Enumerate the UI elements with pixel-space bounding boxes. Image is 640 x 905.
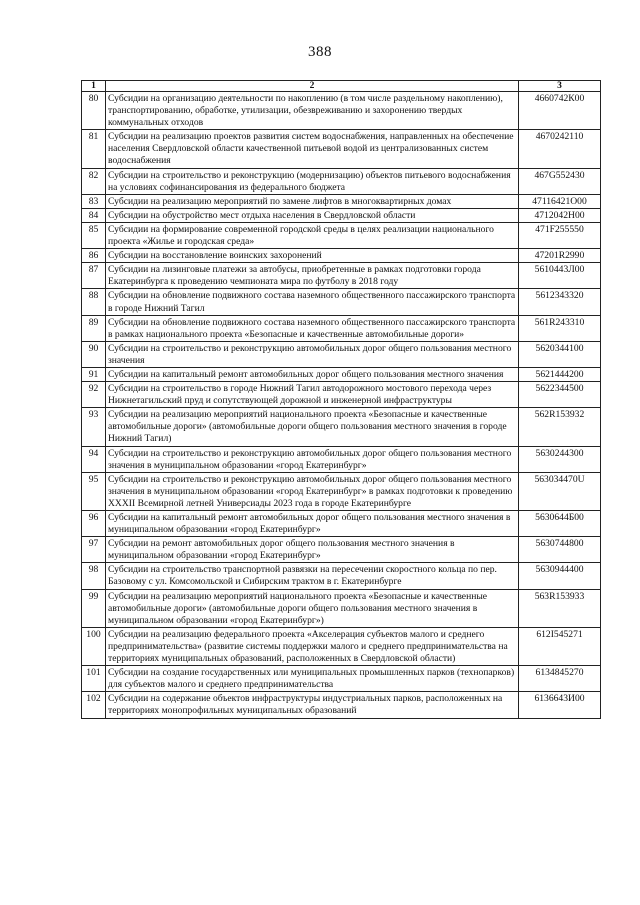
column-header-code: 3 (519, 81, 601, 92)
row-code: 47116421О00 (519, 194, 601, 208)
table-header-row (82, 81, 601, 92)
row-name: Субсидии на организацию деятельности по накоплению (в том числе раздельному накоплению), транспортированию, обработке, утилизации, обезвреживанию и захоронению твердых коммунальных отходов (106, 92, 519, 130)
row-code: 563034470U (519, 472, 601, 510)
row-number: 98 (82, 563, 106, 589)
row-code: 5610443Л00 (519, 263, 601, 289)
row-code: 5612343320 (519, 289, 601, 315)
row-number: 91 (82, 367, 106, 381)
row-number: 89 (82, 315, 106, 341)
row-code: 47201R2990 (519, 249, 601, 263)
row-number: 81 (82, 130, 106, 168)
row-code: 5621444200 (519, 367, 601, 381)
table-row (82, 472, 601, 510)
row-number: 102 (82, 692, 106, 718)
table-row (82, 289, 601, 315)
row-code: 5630244300 (519, 446, 601, 472)
table-row (82, 563, 601, 589)
row-name: Субсидии на формирование современной городской среды в целях реализации национального проекта «Жилье и городская среда» (106, 222, 519, 248)
row-number: 85 (82, 222, 106, 248)
table-row (82, 692, 601, 718)
table-row (82, 627, 601, 665)
row-name: Субсидии на капитальный ремонт автомобильных дорог общего пользования местного значения (106, 367, 519, 381)
row-name: Субсидии на ремонт автомобильных дорог общего пользования местного значения в муниципальном образовании «город Екатеринбург» (106, 537, 519, 563)
row-code: 612I545271 (519, 627, 601, 665)
table-body (82, 92, 601, 719)
row-code: 467G552430 (519, 168, 601, 194)
row-name: Субсидии на строительство и реконструкцию автомобильных дорог общего пользования местного значения в муниципальном образовании «город Екатеринбург» в рамках подготовки к проведению XXXII Всемирной летней Универсиады 2023 года в городе Екатеринбурге (106, 472, 519, 510)
row-number: 82 (82, 168, 106, 194)
row-code: 6136643И00 (519, 692, 601, 718)
row-number: 90 (82, 341, 106, 367)
row-code: 4670242110 (519, 130, 601, 168)
row-code: 471F255550 (519, 222, 601, 248)
table-row (82, 222, 601, 248)
row-code: 5620344100 (519, 341, 601, 367)
table-row (82, 168, 601, 194)
row-number: 87 (82, 263, 106, 289)
row-name: Субсидии на капитальный ремонт автомобильных дорог общего пользования местного значения в муниципальном образовании «город Екатеринбург» (106, 511, 519, 537)
row-name: Субсидии на создание государственных или муниципальных промышленных парков (технопарков) для субъектов малого и среднего предпринимательства (106, 666, 519, 692)
row-code: 5630944400 (519, 563, 601, 589)
row-name: Субсидии на строительство в городе Нижний Тагил автодорожного мостового перехода через Нижнетагильский пруд и сопутствующей дорожной и инженерной инфраструктуры (106, 382, 519, 408)
row-number: 86 (82, 249, 106, 263)
row-code: 562R153932 (519, 408, 601, 446)
row-code: 6134845270 (519, 666, 601, 692)
row-code: 561R243310 (519, 315, 601, 341)
table-row (82, 666, 601, 692)
row-name: Субсидии на реализацию федерального проекта «Акселерация субъектов малого и среднего предпринимательства» (развитие системы поддержки малого и среднего предпринимательства на территориях муниципальных образований, расположенных в Свердловской области) (106, 627, 519, 665)
row-number: 83 (82, 194, 106, 208)
row-number: 88 (82, 289, 106, 315)
row-code: 5630644Б00 (519, 511, 601, 537)
row-name: Субсидии на лизинговые платежи за автобусы, приобретенные в рамках подготовки города Екатеринбурга к проведению чемпионата мира по футболу в 2018 году (106, 263, 519, 289)
row-name: Субсидии на строительство транспортной развязки на пересечении скоростного кольца по пер. Базовому с ул. Комсомольской и Сибирским трактом в г. Екатеринбурге (106, 563, 519, 589)
row-name: Субсидии на обновление подвижного состава наземного общественного пассажирского транспорта в рамках национального проекта «Безопасные и качественные автомобильные дороги» (106, 315, 519, 341)
table-row (82, 367, 601, 381)
subsidies-table (81, 80, 601, 719)
row-code: 563R153933 (519, 589, 601, 627)
row-code: 5622344500 (519, 382, 601, 408)
row-code: 4712042Н00 (519, 208, 601, 222)
table-row (82, 408, 601, 446)
row-number: 96 (82, 511, 106, 537)
row-name: Субсидии на содержание объектов инфраструктуры индустриальных парков, расположенных на территориях монопрофильных муниципальных образований (106, 692, 519, 718)
table-row (82, 341, 601, 367)
row-code: 4660742К00 (519, 92, 601, 130)
row-number: 92 (82, 382, 106, 408)
row-name: Субсидии на реализацию проектов развития систем водоснабжения, направленных на обеспечение населения Свердловской области качественной питьевой водой из централизованных систем водоснабжения (106, 130, 519, 168)
table-row (82, 249, 601, 263)
row-name: Субсидии на обновление подвижного состава наземного общественного пассажирского транспорта в городе Нижний Тагил (106, 289, 519, 315)
row-name: Субсидии на реализацию мероприятий по замене лифтов в многоквартирных домах (106, 194, 519, 208)
table-row (82, 589, 601, 627)
row-code: 5630744800 (519, 537, 601, 563)
table-row (82, 537, 601, 563)
table-row (82, 315, 601, 341)
row-number: 99 (82, 589, 106, 627)
column-header-name: 2 (106, 81, 519, 92)
table-row (82, 263, 601, 289)
table-row (82, 511, 601, 537)
row-number: 95 (82, 472, 106, 510)
row-number: 84 (82, 208, 106, 222)
row-name: Субсидии на восстановление воинских захоронений (106, 249, 519, 263)
row-number: 97 (82, 537, 106, 563)
table-row (82, 382, 601, 408)
row-number: 80 (82, 92, 106, 130)
table-row (82, 208, 601, 222)
table-row (82, 446, 601, 472)
row-number: 94 (82, 446, 106, 472)
row-name: Субсидии на обустройство мест отдыха населения в Свердловской области (106, 208, 519, 222)
row-name: Субсидии на строительство и реконструкцию (модернизацию) объектов питьевого водоснабжения на условиях софинансирования из федерального бюджета (106, 168, 519, 194)
table-row (82, 130, 601, 168)
row-number: 93 (82, 408, 106, 446)
column-header-number: 1 (82, 81, 106, 92)
row-number: 101 (82, 666, 106, 692)
row-number: 100 (82, 627, 106, 665)
table-row (82, 92, 601, 130)
row-name: Субсидии на реализацию мероприятий национального проекта «Безопасные и качественные автомобильные дороги» (автомобильные дороги общего пользования местного значения в муниципальном образовании «город Екатеринбург») (106, 589, 519, 627)
page-number: 388 (308, 44, 332, 60)
row-name: Субсидии на реализацию мероприятий национального проекта «Безопасные и качественные автомобильные дороги» (автомобильные дороги общего пользования местного значения в городе Нижний Тагил) (106, 408, 519, 446)
table-row (82, 194, 601, 208)
row-name: Субсидии на строительство и реконструкцию автомобильных дорог общего пользования местного значения (106, 341, 519, 367)
row-name: Субсидии на строительство и реконструкцию автомобильных дорог общего пользования местного значения в муниципальном образовании «город Екатеринбург» (106, 446, 519, 472)
